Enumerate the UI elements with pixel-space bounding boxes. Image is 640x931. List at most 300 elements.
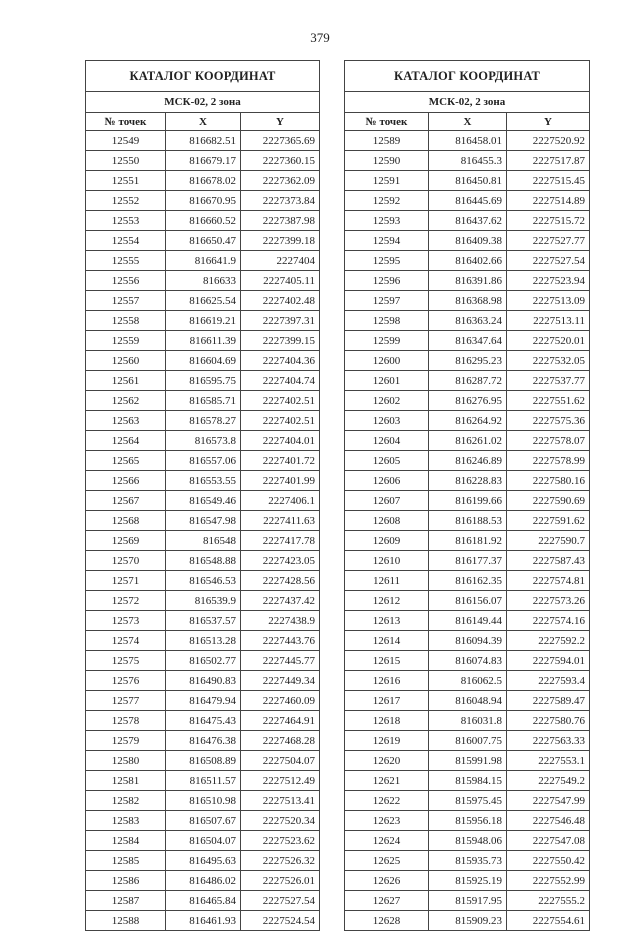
x-coordinate-cell: 816660.52 [166,211,241,231]
y-coordinate-cell: 2227515.72 [507,211,590,231]
x-coordinate-cell: 816553.55 [166,471,241,491]
table-row [86,691,320,711]
table-row [345,891,590,911]
x-coordinate-cell: 816611.39 [166,331,241,351]
point-number-cell: 12613 [345,611,429,631]
y-coordinate-cell: 2227520.34 [241,811,320,831]
x-coordinate-cell: 816490.83 [166,671,241,691]
point-number-cell: 12567 [86,491,166,511]
x-coordinate-cell: 816557.06 [166,451,241,471]
table-row [345,771,590,791]
table-row [345,811,590,831]
x-coordinate-cell: 816276.95 [429,391,507,411]
table-row [345,571,590,591]
table-row [345,491,590,511]
y-coordinate-cell: 2227526.01 [241,871,320,891]
x-coordinate-cell: 815984.15 [429,771,507,791]
point-number-cell: 12560 [86,351,166,371]
y-coordinate-cell: 2227428.56 [241,571,320,591]
table-row [86,131,320,151]
catalog-zone: МСК-02, 2 зона [86,92,320,113]
point-number-cell: 12576 [86,671,166,691]
point-number-cell: 12571 [86,571,166,591]
y-coordinate-cell: 2227589.47 [507,691,590,711]
table-row [86,271,320,291]
table-row [345,431,590,451]
y-coordinate-cell: 2227404.01 [241,431,320,451]
y-coordinate-cell: 2227423.05 [241,551,320,571]
table-row [86,651,320,671]
table-row [86,751,320,771]
y-coordinate-cell: 2227552.99 [507,871,590,891]
table-row [86,631,320,651]
point-number-cell: 12598 [345,311,429,331]
table-row [86,611,320,631]
y-coordinate-cell: 2227580.76 [507,711,590,731]
y-coordinate-cell: 2227437.42 [241,591,320,611]
point-number-cell: 12554 [86,231,166,251]
point-number-cell: 12626 [345,871,429,891]
y-coordinate-cell: 2227594.01 [507,651,590,671]
point-number-cell: 12607 [345,491,429,511]
table-row [86,891,320,911]
coordinate-catalog-table [344,60,590,931]
table-row [86,191,320,211]
x-coordinate-cell: 816246.89 [429,451,507,471]
y-coordinate-cell: 2227592.2 [507,631,590,651]
table-row [345,531,590,551]
point-number-cell: 12575 [86,651,166,671]
catalog-title: КАТАЛОГ КООРДИНАТ [86,61,320,92]
table-row [345,851,590,871]
table-row [345,331,590,351]
x-coordinate-cell: 816264.92 [429,411,507,431]
x-coordinate-cell: 815948.06 [429,831,507,851]
table-row [345,471,590,491]
point-number-cell: 12627 [345,891,429,911]
point-number-cell: 12566 [86,471,166,491]
table-row [86,491,320,511]
table-row [86,451,320,471]
y-coordinate-cell: 2227468.28 [241,731,320,751]
point-number-cell: 12612 [345,591,429,611]
point-number-cell: 12624 [345,831,429,851]
y-coordinate-cell: 2227515.45 [507,171,590,191]
x-coordinate-cell: 816287.72 [429,371,507,391]
point-number-cell: 12604 [345,431,429,451]
point-number-cell: 12561 [86,371,166,391]
table-row [86,411,320,431]
point-number-cell: 12594 [345,231,429,251]
y-coordinate-cell: 2227438.9 [241,611,320,631]
point-number-cell: 12570 [86,551,166,571]
table-row [345,511,590,531]
table-row [345,451,590,471]
table-row [345,351,590,371]
catalog-title: КАТАЛОГ КООРДИНАТ [345,61,590,92]
point-number-cell: 12579 [86,731,166,751]
point-number-cell: 12572 [86,591,166,611]
point-number-cell: 12588 [86,911,166,931]
y-coordinate-cell: 2227520.01 [507,331,590,351]
point-number-cell: 12620 [345,751,429,771]
x-coordinate-cell: 816181.92 [429,531,507,551]
table-row [86,331,320,351]
table-row [86,351,320,371]
x-coordinate-cell: 815917.95 [429,891,507,911]
point-number-cell: 12585 [86,851,166,871]
x-coordinate-cell: 816437.62 [429,211,507,231]
point-number-cell: 12584 [86,831,166,851]
y-coordinate-cell: 2227578.99 [507,451,590,471]
table-row [345,271,590,291]
x-coordinate-cell: 816513.28 [166,631,241,651]
point-number-cell: 12580 [86,751,166,771]
point-number-cell: 12619 [345,731,429,751]
table-row [345,391,590,411]
x-coordinate-cell: 816461.93 [166,911,241,931]
column-header-x: X [166,113,241,131]
y-coordinate-cell: 2227549.2 [507,771,590,791]
x-coordinate-cell: 816177.37 [429,551,507,571]
y-coordinate-cell: 2227547.08 [507,831,590,851]
column-header-y: Y [241,113,320,131]
x-coordinate-cell: 816504.07 [166,831,241,851]
table-row [86,311,320,331]
point-number-cell: 12606 [345,471,429,491]
catalog-rows [345,131,590,931]
x-coordinate-cell: 816539.9 [166,591,241,611]
x-coordinate-cell: 816455.3 [429,151,507,171]
x-coordinate-cell: 816604.69 [166,351,241,371]
x-coordinate-cell: 816465.84 [166,891,241,911]
table-row [86,671,320,691]
table-row [86,831,320,851]
table-row [86,731,320,751]
table-row [86,851,320,871]
table-row [86,391,320,411]
table-row [86,151,320,171]
point-number-cell: 12603 [345,411,429,431]
table-row [345,591,590,611]
y-coordinate-cell: 2227532.05 [507,351,590,371]
y-coordinate-cell: 2227401.72 [241,451,320,471]
x-coordinate-cell: 816458.01 [429,131,507,151]
x-coordinate-cell: 816633 [166,271,241,291]
y-coordinate-cell: 2227591.62 [507,511,590,531]
point-number-cell: 12551 [86,171,166,191]
point-number-cell: 12568 [86,511,166,531]
y-coordinate-cell: 2227404.74 [241,371,320,391]
table-row [345,871,590,891]
y-coordinate-cell: 2227527.54 [507,251,590,271]
point-number-cell: 12552 [86,191,166,211]
table-row [345,291,590,311]
table-row [86,551,320,571]
x-coordinate-cell: 816547.98 [166,511,241,531]
table-row [86,371,320,391]
table-row [345,631,590,651]
y-coordinate-cell: 2227554.61 [507,911,590,931]
table-row [345,791,590,811]
point-number-cell: 12595 [345,251,429,271]
x-coordinate-cell: 815991.98 [429,751,507,771]
x-coordinate-cell: 816641.9 [166,251,241,271]
point-number-cell: 12622 [345,791,429,811]
y-coordinate-cell: 2227524.54 [241,911,320,931]
table-row [345,671,590,691]
x-coordinate-cell: 816625.54 [166,291,241,311]
y-coordinate-cell: 2227513.41 [241,791,320,811]
y-coordinate-cell: 2227527.54 [241,891,320,911]
x-coordinate-cell: 815975.45 [429,791,507,811]
point-number-cell: 12591 [345,171,429,191]
point-number-cell: 12618 [345,711,429,731]
y-coordinate-cell: 2227406.1 [241,491,320,511]
x-coordinate-cell: 816548 [166,531,241,551]
point-number-cell: 12597 [345,291,429,311]
y-coordinate-cell: 2227387.98 [241,211,320,231]
catalog-rows [86,131,320,931]
y-coordinate-cell: 2227399.15 [241,331,320,351]
column-header-point-number: № точек [345,113,429,131]
point-number-cell: 12601 [345,371,429,391]
y-coordinate-cell: 2227523.94 [507,271,590,291]
y-coordinate-cell: 2227527.77 [507,231,590,251]
point-number-cell: 12586 [86,871,166,891]
y-coordinate-cell: 2227520.92 [507,131,590,151]
x-coordinate-cell: 816188.53 [429,511,507,531]
x-coordinate-cell: 816549.46 [166,491,241,511]
point-number-cell: 12581 [86,771,166,791]
point-number-cell: 12610 [345,551,429,571]
x-coordinate-cell: 816007.75 [429,731,507,751]
point-number-cell: 12605 [345,451,429,471]
y-coordinate-cell: 2227460.09 [241,691,320,711]
y-coordinate-cell: 2227449.34 [241,671,320,691]
point-number-cell: 12589 [345,131,429,151]
y-coordinate-cell: 2227417.78 [241,531,320,551]
point-number-cell: 12578 [86,711,166,731]
point-number-cell: 12599 [345,331,429,351]
x-coordinate-cell: 816409.38 [429,231,507,251]
y-coordinate-cell: 2227464.91 [241,711,320,731]
point-number-cell: 12550 [86,151,166,171]
x-coordinate-cell: 816548.88 [166,551,241,571]
table-row [345,191,590,211]
x-coordinate-cell: 816445.69 [429,191,507,211]
table-row [345,611,590,631]
x-coordinate-cell: 816074.83 [429,651,507,671]
point-number-cell: 12611 [345,571,429,591]
point-number-cell: 12609 [345,531,429,551]
point-number-cell: 12577 [86,691,166,711]
y-coordinate-cell: 2227373.84 [241,191,320,211]
point-number-cell: 12556 [86,271,166,291]
page-number: 379 [310,30,330,45]
x-coordinate-cell: 816585.71 [166,391,241,411]
y-coordinate-cell: 2227580.16 [507,471,590,491]
y-coordinate-cell: 2227445.77 [241,651,320,671]
table-row [345,131,590,151]
point-number-cell: 12553 [86,211,166,231]
x-coordinate-cell: 816149.44 [429,611,507,631]
x-coordinate-cell: 816578.27 [166,411,241,431]
y-coordinate-cell: 2227547.99 [507,791,590,811]
table-row [345,651,590,671]
column-header-x: X [429,113,507,131]
x-coordinate-cell: 816048.94 [429,691,507,711]
y-coordinate-cell: 2227526.32 [241,851,320,871]
table-row [86,711,320,731]
x-coordinate-cell: 816031.8 [429,711,507,731]
y-coordinate-cell: 2227402.51 [241,411,320,431]
point-number-cell: 12615 [345,651,429,671]
table-row [345,551,590,571]
point-number-cell: 12621 [345,771,429,791]
y-coordinate-cell: 2227513.11 [507,311,590,331]
point-number-cell: 12602 [345,391,429,411]
x-coordinate-cell: 816156.07 [429,591,507,611]
table-row [345,411,590,431]
x-coordinate-cell: 815909.23 [429,911,507,931]
x-coordinate-cell: 816450.81 [429,171,507,191]
x-coordinate-cell: 816510.98 [166,791,241,811]
table-row [86,771,320,791]
y-coordinate-cell: 2227578.07 [507,431,590,451]
x-coordinate-cell: 816479.94 [166,691,241,711]
x-coordinate-cell: 816228.83 [429,471,507,491]
y-coordinate-cell: 2227397.31 [241,311,320,331]
x-coordinate-cell: 816573.8 [166,431,241,451]
y-coordinate-cell: 2227504.07 [241,751,320,771]
x-coordinate-cell: 816476.38 [166,731,241,751]
x-coordinate-cell: 816502.77 [166,651,241,671]
y-coordinate-cell: 2227405.11 [241,271,320,291]
x-coordinate-cell: 816094.39 [429,631,507,651]
point-number-cell: 12558 [86,311,166,331]
point-number-cell: 12592 [345,191,429,211]
point-number-cell: 12549 [86,131,166,151]
y-coordinate-cell: 2227514.89 [507,191,590,211]
y-coordinate-cell: 2227575.36 [507,411,590,431]
x-coordinate-cell: 816682.51 [166,131,241,151]
table-row [345,691,590,711]
point-number-cell: 12614 [345,631,429,651]
table-row [86,211,320,231]
y-coordinate-cell: 2227365.69 [241,131,320,151]
y-coordinate-cell: 2227362.09 [241,171,320,191]
coordinate-catalog-table [85,60,320,931]
x-coordinate-cell: 816162.35 [429,571,507,591]
y-coordinate-cell: 2227360.15 [241,151,320,171]
y-coordinate-cell: 2227512.49 [241,771,320,791]
table-row [86,571,320,591]
x-coordinate-cell: 816261.02 [429,431,507,451]
y-coordinate-cell: 2227550.42 [507,851,590,871]
table-row [345,311,590,331]
point-number-cell: 12565 [86,451,166,471]
table-row [86,531,320,551]
y-coordinate-cell: 2227590.7 [507,531,590,551]
point-number-cell: 12563 [86,411,166,431]
point-number-cell: 12600 [345,351,429,371]
y-coordinate-cell: 2227399.18 [241,231,320,251]
table-row [345,151,590,171]
table-row [345,251,590,271]
point-number-cell: 12628 [345,911,429,931]
table-row [345,911,590,931]
point-number-cell: 12569 [86,531,166,551]
y-coordinate-cell: 2227517.87 [507,151,590,171]
y-coordinate-cell: 2227513.09 [507,291,590,311]
point-number-cell: 12590 [345,151,429,171]
table-row [345,831,590,851]
table-row [86,591,320,611]
y-coordinate-cell: 2227563.33 [507,731,590,751]
x-coordinate-cell: 816507.67 [166,811,241,831]
y-coordinate-cell: 2227404.36 [241,351,320,371]
x-coordinate-cell: 816295.23 [429,351,507,371]
point-number-cell: 12596 [345,271,429,291]
point-number-cell: 12583 [86,811,166,831]
point-number-cell: 12587 [86,891,166,911]
x-coordinate-cell: 815956.18 [429,811,507,831]
x-coordinate-cell: 816199.66 [429,491,507,511]
y-coordinate-cell: 2227551.62 [507,391,590,411]
table-row [345,751,590,771]
table-row [86,251,320,271]
x-coordinate-cell: 816619.21 [166,311,241,331]
column-header-y: Y [507,113,590,131]
table-row [345,731,590,751]
point-number-cell: 12617 [345,691,429,711]
point-number-cell: 12562 [86,391,166,411]
y-coordinate-cell: 2227537.77 [507,371,590,391]
point-number-cell: 12625 [345,851,429,871]
table-row [345,231,590,251]
y-coordinate-cell: 2227401.99 [241,471,320,491]
x-coordinate-cell: 816363.24 [429,311,507,331]
x-coordinate-cell: 816678.02 [166,171,241,191]
point-number-cell: 12557 [86,291,166,311]
x-coordinate-cell: 816402.66 [429,251,507,271]
y-coordinate-cell: 2227523.62 [241,831,320,851]
y-coordinate-cell: 2227443.76 [241,631,320,651]
y-coordinate-cell: 2227593.4 [507,671,590,691]
column-header-point-number: № точек [86,113,166,131]
table-row [86,911,320,931]
point-number-cell: 12623 [345,811,429,831]
y-coordinate-cell: 2227574.16 [507,611,590,631]
x-coordinate-cell: 815935.73 [429,851,507,871]
x-coordinate-cell: 816595.75 [166,371,241,391]
x-coordinate-cell: 816650.47 [166,231,241,251]
x-coordinate-cell: 816508.89 [166,751,241,771]
y-coordinate-cell: 2227555.2 [507,891,590,911]
point-number-cell: 12564 [86,431,166,451]
point-number-cell: 12574 [86,631,166,651]
table-row [86,511,320,531]
y-coordinate-cell: 2227574.81 [507,571,590,591]
x-coordinate-cell: 816670.95 [166,191,241,211]
point-number-cell: 12573 [86,611,166,631]
point-number-cell: 12616 [345,671,429,691]
catalog-zone: МСК-02, 2 зона [345,92,590,113]
x-coordinate-cell: 816537.57 [166,611,241,631]
x-coordinate-cell: 816546.53 [166,571,241,591]
table-row [345,171,590,191]
